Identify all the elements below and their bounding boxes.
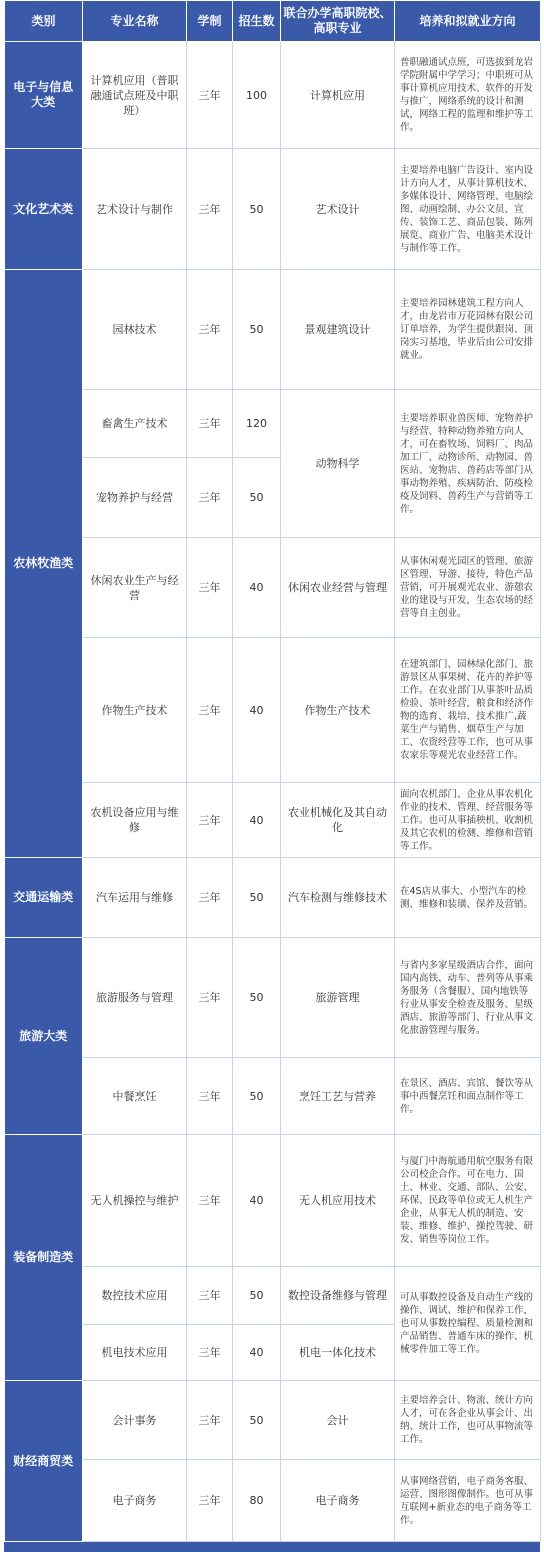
major-cell: 数控技术应用 [83, 1267, 187, 1325]
enrollment-cell: 50 [233, 1267, 281, 1325]
career-cell: 主要培养园林建筑工程方向人才，由龙岩市万花园林有限公司订单培养，为学生提供跟岗、顶岗实习基地，毕业后由公司安排就业。 [395, 270, 541, 390]
category-cell: 交通运输类 [5, 858, 83, 938]
years-cell: 三年 [187, 149, 233, 270]
years-cell: 三年 [187, 938, 233, 1058]
major-cell: 休闲农业生产与经营 [83, 538, 187, 638]
category-cell: 装备制造类 [5, 1135, 83, 1381]
career-cell: 可从事数控设备及自动生产线的操作、调试、维护和保养工作，也可从事数控编程、质量检测和产品销售、普通车床的操作、机械零件加工等工作。 [395, 1267, 541, 1381]
header-career: 培养和拟就业方向 [395, 1, 541, 42]
header-enrollment: 招生数 [233, 1, 281, 42]
years-cell: 三年 [187, 270, 233, 390]
table-row [5, 42, 541, 149]
header-years: 学制 [187, 1, 233, 42]
enrollment-cell: 40 [233, 538, 281, 638]
header-category: 类别 [5, 1, 83, 42]
major-cell: 无人机操控与维护 [83, 1135, 187, 1267]
table-row [5, 938, 541, 1058]
career-cell: 普职融通试点班，可选拔到龙岩学院附属中学学习；中职班可从事计算机应用技术、软件的开发与推广，网络系统的设计和测试，网络工程的监理和维护等工作。 [395, 42, 541, 149]
partner-cell: 动物科学 [281, 390, 395, 538]
career-cell: 与厦门中海航通用航空服务有限公司校企合作。可在电力、国土、林业、交通、部队、公安、环保、民政等单位或无人机生产企业，从事无人机的制造、安装、维修、维护、操控驾驶、研发、销售等岗位工作。 [395, 1135, 541, 1267]
table-row [5, 390, 541, 458]
enrollment-cell: 40 [233, 1325, 281, 1381]
enrollment-cell: 50 [233, 458, 281, 538]
major-cell: 汽车运用与维修 [83, 858, 187, 938]
years-cell: 三年 [187, 538, 233, 638]
header-partner: 联合办学高职院校、高职专业 [281, 1, 395, 42]
table-row [5, 1058, 541, 1135]
career-cell: 与省内多家星级酒店合作，面向国内高铁、动车、普列等从事乘务服务（含餐服）、国内地铁等行业从事安全检查及服务、星级酒店、旅游等部门、行业从事文化旅游管理与服务。 [395, 938, 541, 1058]
major-cell: 中餐烹饪 [83, 1058, 187, 1135]
years-cell: 三年 [187, 1381, 233, 1460]
enrollment-cell: 50 [233, 938, 281, 1058]
major-cell: 旅游服务与管理 [83, 938, 187, 1058]
career-cell: 主要培养会计、物流、统计方向人才，可在各企业从事会计、出纳、统计工作，也可从事物流等工作。 [395, 1381, 541, 1460]
major-cell: 电子商务 [83, 1460, 187, 1542]
program-table [4, 0, 541, 1542]
career-cell: 在4S店从事大、小型汽车的检测、维修和装璜、保养及营销。 [395, 858, 541, 938]
years-cell: 三年 [187, 390, 233, 458]
major-cell: 农机设备应用与维修 [83, 783, 187, 858]
category-cell: 文化艺术类 [5, 149, 83, 270]
years-cell: 三年 [187, 1267, 233, 1325]
table-row [5, 1135, 541, 1267]
years-cell: 三年 [187, 42, 233, 149]
partner-cell: 农业机械化及其自动化 [281, 783, 395, 858]
years-cell: 三年 [187, 1058, 233, 1135]
partner-cell: 作物生产技术 [281, 638, 395, 783]
career-cell: 主要培养电脑广告设计、室内设计方向人才，从事计算机技术、多媒体设计、网络管理、电脑绘图、动画绘制、办公文员、宣传、装饰工艺、商品包装、陈列展览、商业广告、电脑美术设计与制作等工作。 [395, 149, 541, 270]
header-major: 专业名称 [83, 1, 187, 42]
partner-cell: 汽车检测与维修技术 [281, 858, 395, 938]
table-row [5, 1381, 541, 1460]
enrollment-cell: 40 [233, 1135, 281, 1267]
years-cell: 三年 [187, 1460, 233, 1542]
partner-cell: 电子商务 [281, 1460, 395, 1542]
enrollment-cell: 80 [233, 1460, 281, 1542]
enrollment-cell: 50 [233, 270, 281, 390]
enrollment-cell: 100 [233, 42, 281, 149]
major-cell: 宠物养护与经营 [83, 458, 187, 538]
career-cell: 主要培养职业兽医师、宠物养护与经营、特种动物养殖方向人才，可在畜牧场、饲料厂、肉品加工厂、动物诊所、动物园、兽医站、宠物店、兽药店等部门从事动物养殖、疾病防治、防疫检疫及饲料、兽药生产与营销等工作。 [395, 390, 541, 538]
career-cell: 从事休闲观光园区的管理、旅游区管理、导游、接待，特色产品营销，可开展观光农业、游憩农业的建设与开发，生态农场的经营等自主创业。 [395, 538, 541, 638]
years-cell: 三年 [187, 1325, 233, 1381]
partner-cell: 计算机应用 [281, 42, 395, 149]
partner-cell: 会计 [281, 1381, 395, 1460]
enrollment-cell: 50 [233, 1381, 281, 1460]
major-cell: 作物生产技术 [83, 638, 187, 783]
major-cell: 计算机应用（普职融通试点班及中职班） [83, 42, 187, 149]
program-table-container [4, 0, 540, 1552]
partner-cell: 烹饪工艺与营养 [281, 1058, 395, 1135]
enrollment-cell: 50 [233, 1058, 281, 1135]
partner-cell: 无人机应用技术 [281, 1135, 395, 1267]
years-cell: 三年 [187, 783, 233, 858]
table-footer-bar [4, 1542, 540, 1552]
partner-cell: 机电一体化技术 [281, 1325, 395, 1381]
years-cell: 三年 [187, 638, 233, 783]
table-header-row [5, 1, 541, 42]
enrollment-cell: 120 [233, 390, 281, 458]
table-row [5, 1460, 541, 1542]
career-cell: 从事网络营销，电子商务客服、运营、图形图像制作。也可从事互联网+新业态的电子商务等工作。 [395, 1460, 541, 1542]
table-row [5, 149, 541, 270]
major-cell: 园林技术 [83, 270, 187, 390]
table-row [5, 270, 541, 390]
enrollment-cell: 40 [233, 783, 281, 858]
enrollment-cell: 40 [233, 638, 281, 783]
major-cell: 艺术设计与制作 [83, 149, 187, 270]
major-cell: 会计事务 [83, 1381, 187, 1460]
career-cell: 在建筑部门、园林绿化部门、旅游景区从事果树、花卉的养护等工作。在农业部门从事茶叶品质检验、茶叶经营，粮食和经济作物的选育、栽培、技术推广,蔬菜生产与销售、烟草生产与加工、农资经营等工作，也可从事农家乐等观光农业经营工作。 [395, 638, 541, 783]
partner-cell: 数控设备维修与管理 [281, 1267, 395, 1325]
category-cell: 旅游大类 [5, 938, 83, 1135]
partner-cell: 旅游管理 [281, 938, 395, 1058]
years-cell: 三年 [187, 458, 233, 538]
table-row [5, 538, 541, 638]
career-cell: 面向农机部门、企业从事农机化作业的技术、管理、经营服务等工作。也可从事插秧机、收割机及其它农机的检测、维修和营销等工作。 [395, 783, 541, 858]
enrollment-cell: 50 [233, 858, 281, 938]
table-row [5, 638, 541, 783]
career-cell: 在景区、酒店、宾馆、餐饮等从事中西餐烹饪和面点制作等工作。 [395, 1058, 541, 1135]
enrollment-cell: 50 [233, 149, 281, 270]
category-cell: 农林牧渔类 [5, 270, 83, 858]
category-cell: 电子与信息大类 [5, 42, 83, 149]
partner-cell: 休闲农业经营与管理 [281, 538, 395, 638]
major-cell: 机电技术应用 [83, 1325, 187, 1381]
table-row [5, 783, 541, 858]
major-cell: 畜禽生产技术 [83, 390, 187, 458]
table-row [5, 858, 541, 938]
partner-cell: 景观建筑设计 [281, 270, 395, 390]
partner-cell: 艺术设计 [281, 149, 395, 270]
table-row [5, 1267, 541, 1325]
years-cell: 三年 [187, 858, 233, 938]
category-cell: 财经商贸类 [5, 1381, 83, 1542]
years-cell: 三年 [187, 1135, 233, 1267]
